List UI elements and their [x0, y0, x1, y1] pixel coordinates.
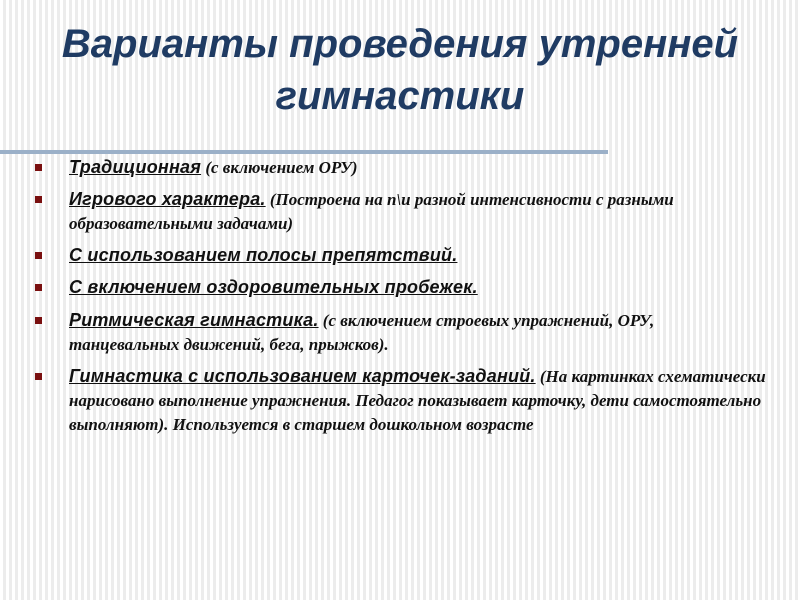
- item-heading: С использованием полосы препятствий.: [69, 245, 458, 266]
- item-detail: (с включением строевых упражнений, ОРУ, танцевальных движений, бега, прыжков).: [69, 310, 655, 354]
- square-bullet-icon: [35, 164, 42, 171]
- square-bullet-icon: [35, 284, 42, 291]
- item-heading: Ритмическая гимнастика.: [69, 309, 319, 330]
- item-detail: (Построена на п\и разной интенсивности с разными образовательными задачами): [69, 190, 674, 234]
- square-bullet-icon: [35, 252, 42, 259]
- list-item-obstacle-course: [28, 243, 768, 268]
- slide-title-line-1: Варианты проведения утренней: [61, 22, 739, 66]
- list-item-game: [28, 187, 768, 236]
- square-bullet-icon: [35, 196, 42, 203]
- item-heading: Игрового характера.: [69, 189, 266, 210]
- slide-title-line-2: гимнастики: [275, 74, 525, 118]
- square-bullet-icon: [35, 317, 42, 324]
- list-item-jogging: [28, 275, 768, 300]
- item-heading: Традиционная: [69, 157, 202, 177]
- item-detail: (с включением ОРУ): [201, 158, 358, 177]
- title-divider: [0, 150, 608, 154]
- square-bullet-icon: [35, 373, 42, 380]
- item-heading: С включением оздоровительных пробежек.: [69, 277, 478, 298]
- slide-title: [0, 18, 800, 122]
- list-item-traditional: [28, 155, 768, 180]
- list-item-rhythmic: [28, 308, 768, 357]
- item-detail: (На картинках схематически нарисовано выполнение упражнения. Педагог показывает карточку, дети самостоятельно выполняют). Используется в старшем дошкольном возрасте: [69, 366, 766, 434]
- item-heading: Гимнастика с использованием карточек-заданий.: [69, 365, 536, 386]
- list-item-cards: [28, 364, 768, 437]
- bullet-list: [28, 155, 768, 443]
